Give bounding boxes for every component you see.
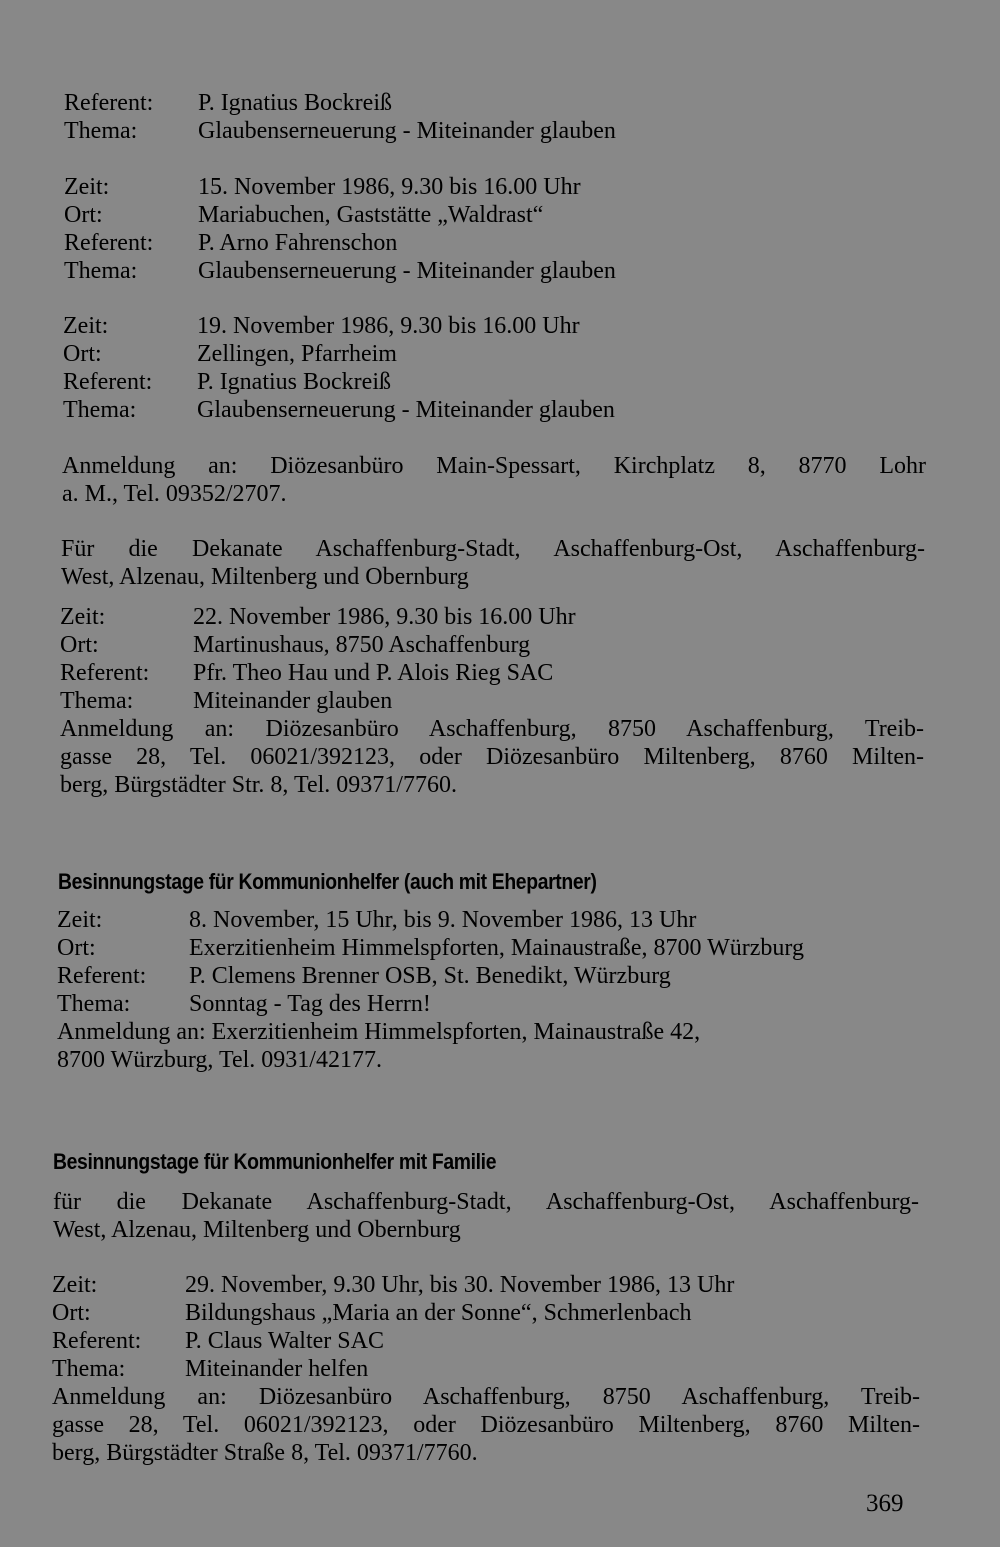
thema-label: Thema:	[64, 118, 138, 144]
referent-value: P. Claus Walter SAC	[185, 1328, 384, 1354]
dekanate-paragraph-2	[53, 1188, 919, 1244]
anmeldung-paragraph-2	[60, 715, 924, 799]
referent-label: Referent:	[52, 1328, 142, 1354]
ort-value: Exerzitienheim Himmelspforten, Mainaustraße, 8700 Würzburg	[189, 935, 804, 961]
ort-value: Mariabuchen, Gaststätte „Waldrast“	[198, 202, 544, 228]
ort-row	[63, 340, 615, 368]
ort-value: Bildungshaus „Maria an der Sonne“, Schmerlenbach	[185, 1300, 692, 1326]
ort-label: Ort:	[52, 1300, 91, 1326]
referent-label: Referent:	[57, 963, 147, 989]
anmeldung-line: Anmeldung an: Diözesanbüro Aschaffenburg, 8750 Aschaffenburg, Treib-	[52, 1384, 920, 1410]
dekanate-line: Für die Dekanate Aschaffenburg-Stadt, Aschaffenburg-Ost, Aschaffenburg-	[61, 536, 925, 562]
section-heading-ehepartner: Besinnungstage für Kommunionhelfer (auch mit Ehepartner)	[58, 869, 597, 894]
referent-value: P. Arno Fahrenschon	[198, 230, 398, 256]
thema-row	[64, 257, 616, 285]
event-1	[64, 89, 616, 145]
anmeldung-line: berg, Bürgstädter Straße 8, Tel. 09371/7760.	[52, 1440, 478, 1466]
ort-row	[52, 1299, 734, 1327]
anmeldung-line: gasse 28, Tel. 06021/392123, oder Diözesanbüro Miltenberg, 8760 Milten-	[60, 744, 924, 770]
thema-row	[52, 1355, 734, 1383]
ort-row	[60, 631, 576, 659]
referent-label: Referent:	[63, 369, 153, 395]
zeit-value: 22. November 1986, 9.30 bis 16.00 Uhr	[193, 604, 576, 630]
referent-row	[60, 659, 576, 687]
zeit-value: 29. November, 9.30 Uhr, bis 30. November 1986, 13 Uhr	[185, 1272, 735, 1298]
zeit-row	[52, 1271, 734, 1299]
thema-value: Glaubenserneuerung - Miteinander glauben	[198, 118, 616, 144]
zeit-value: 15. November 1986, 9.30 bis 16.00 Uhr	[198, 174, 581, 200]
ort-label: Ort:	[60, 632, 99, 658]
event-5	[57, 906, 804, 1074]
referent-row	[52, 1327, 734, 1355]
zeit-row	[64, 173, 616, 201]
event-2	[64, 173, 616, 285]
zeit-label: Zeit:	[64, 174, 110, 200]
referent-label: Referent:	[60, 660, 150, 686]
anmeldung-paragraph-3	[52, 1383, 920, 1467]
thema-row	[63, 396, 615, 424]
referent-label: Referent:	[64, 230, 154, 256]
anmeldung-line: a. M., Tel. 09352/2707.	[62, 481, 287, 507]
anmeldung-line: 8700 Würzburg, Tel. 0931/42177.	[57, 1047, 382, 1073]
zeit-row	[57, 906, 804, 934]
zeit-value: 19. November 1986, 9.30 bis 16.00 Uhr	[197, 313, 580, 339]
thema-row	[64, 117, 616, 145]
zeit-label: Zeit:	[57, 907, 103, 933]
event-6	[52, 1271, 734, 1383]
ort-row	[57, 934, 804, 962]
ort-row	[64, 201, 616, 229]
anmeldung-line: berg, Bürgstädter Str. 8, Tel. 09371/7760.	[60, 772, 457, 798]
thema-label: Thema:	[64, 258, 138, 284]
thema-label: Thema:	[57, 991, 131, 1017]
zeit-label: Zeit:	[63, 313, 109, 339]
anmeldung-line: Anmeldung an: Exerzitienheim Himmelspforten, Mainaustraße 42,	[57, 1019, 701, 1045]
thema-value: Miteinander helfen	[185, 1356, 369, 1382]
page-number: 369	[866, 1490, 904, 1517]
zeit-label: Zeit:	[52, 1272, 98, 1298]
ort-value: Martinushaus, 8750 Aschaffenburg	[193, 632, 531, 658]
thema-row	[60, 687, 576, 715]
referent-row	[64, 89, 616, 117]
event-3	[63, 312, 615, 424]
referent-row	[57, 962, 804, 990]
ort-value: Zellingen, Pfarrheim	[197, 341, 397, 367]
dekanate-line: für die Dekanate Aschaffenburg-Stadt, Aschaffenburg-Ost, Aschaffenburg-	[53, 1189, 919, 1215]
thema-value: Sonntag - Tag des Herrn!	[189, 991, 431, 1017]
ort-label: Ort:	[64, 202, 103, 228]
referent-value: P. Ignatius Bockreiß	[198, 90, 392, 116]
dekanate-paragraph-1	[61, 535, 925, 591]
ort-label: Ort:	[63, 341, 102, 367]
thema-row	[57, 990, 804, 1018]
section-heading-familie: Besinnungstage für Kommunionhelfer mit Familie	[53, 1149, 497, 1174]
referent-value: P. Ignatius Bockreiß	[197, 369, 391, 395]
event-4	[60, 603, 576, 715]
thema-value: Glaubenserneuerung - Miteinander glauben	[197, 397, 615, 423]
zeit-row	[60, 603, 576, 631]
thema-label: Thema:	[52, 1356, 126, 1382]
ort-label: Ort:	[57, 935, 96, 961]
anmeldung-paragraph-1	[62, 452, 926, 508]
zeit-value: 8. November, 15 Uhr, bis 9. November 1986, 13 Uhr	[189, 907, 697, 933]
zeit-row	[63, 312, 615, 340]
anmeldung-line: gasse 28, Tel. 06021/392123, oder Diözesanbüro Miltenberg, 8760 Milten-	[52, 1412, 920, 1438]
dekanate-line: West, Alzenau, Miltenberg und Obernburg	[61, 564, 469, 590]
thema-label: Thema:	[63, 397, 137, 423]
referent-row	[63, 368, 615, 396]
dekanate-line: West, Alzenau, Miltenberg und Obernburg	[53, 1217, 461, 1243]
referent-value: P. Clemens Brenner OSB, St. Benedikt, Würzburg	[189, 963, 671, 989]
referent-row	[64, 229, 616, 257]
referent-value: Pfr. Theo Hau und P. Alois Rieg SAC	[193, 660, 554, 686]
thema-label: Thema:	[60, 688, 134, 714]
anmeldung-line: Anmeldung an: Diözesanbüro Main-Spessart, Kirchplatz 8, 8770 Lohr	[62, 453, 926, 479]
anmeldung-line: Anmeldung an: Diözesanbüro Aschaffenburg, 8750 Aschaffenburg, Treib-	[60, 716, 924, 742]
zeit-label: Zeit:	[60, 604, 106, 630]
referent-label: Referent:	[64, 90, 154, 116]
thema-value: Glaubenserneuerung - Miteinander glauben	[198, 258, 616, 284]
thema-value: Miteinander glauben	[193, 688, 393, 714]
